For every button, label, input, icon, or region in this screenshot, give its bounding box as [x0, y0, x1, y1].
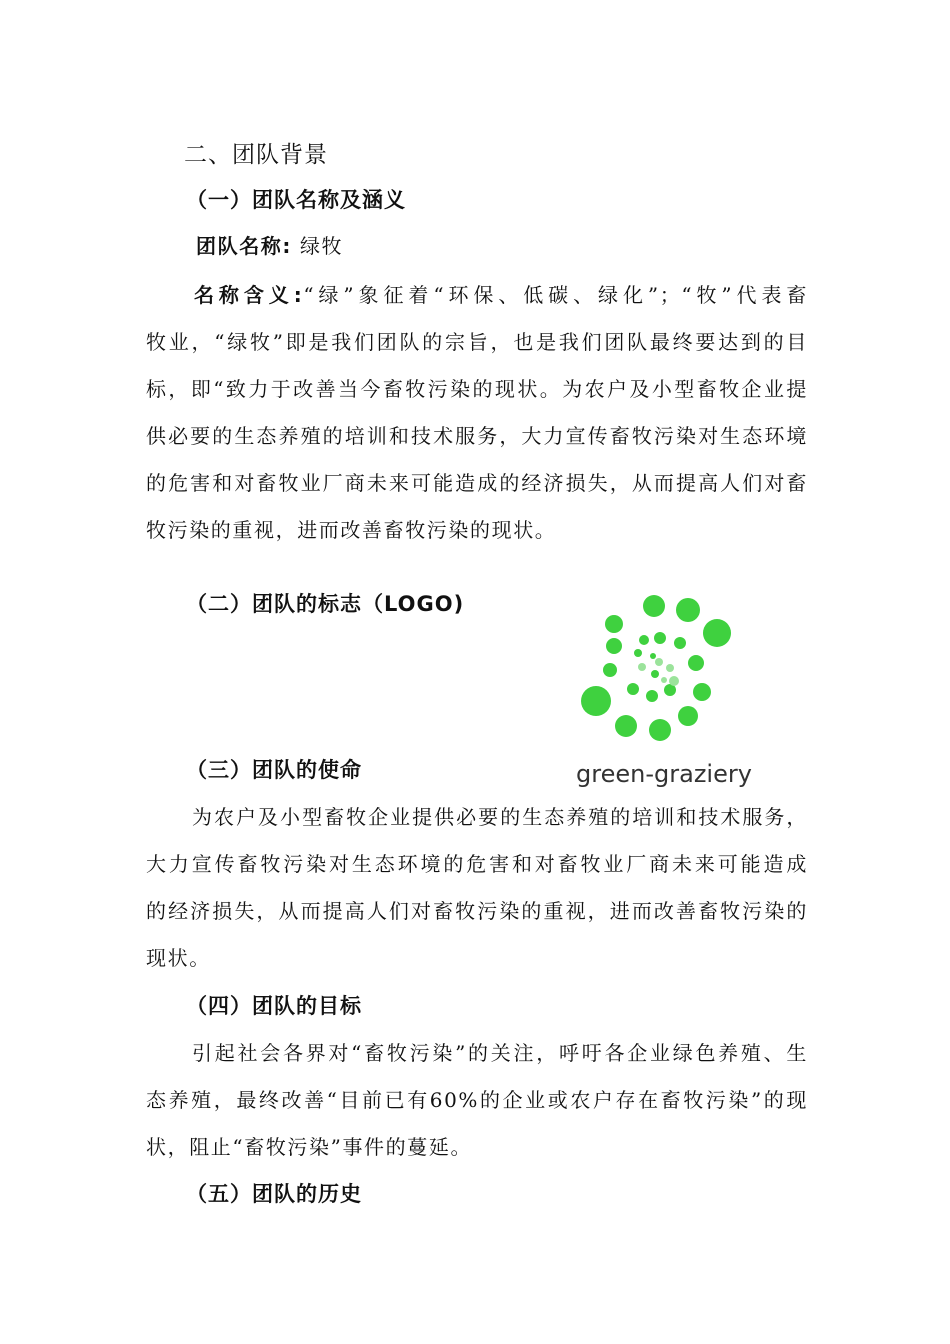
goal-line: 态养殖，最终改善“目前已有60%的企业或农户存在畜牧污染”的现 — [146, 1088, 808, 1112]
mission-paragraph — [146, 794, 808, 982]
mission-line: 为农户及小型畜牧企业提供必要的生态养殖的培训和技术服务， — [192, 805, 808, 829]
logo-dot — [676, 598, 700, 622]
mission-line: 的经济损失，从而提高人们对畜牧污染的重视，进而改善畜牧污染的 — [146, 899, 808, 923]
meaning-label: 名称含义: — [194, 283, 304, 307]
team-name-value: 绿牧 — [292, 234, 344, 258]
logo-dot — [654, 632, 666, 644]
logo-dot — [655, 658, 663, 666]
name-meaning-paragraph — [146, 272, 808, 554]
goal-line: 状，阻止“畜牧污染”事件的蔓延。 — [146, 1135, 473, 1159]
logo-dot — [651, 670, 659, 678]
logo-dot — [603, 663, 617, 677]
main-heading: 二、团队背景 — [184, 142, 328, 168]
mission-line: 现状。 — [146, 946, 211, 970]
logo-wordmark: green-graziery — [576, 760, 752, 788]
logo-dot — [646, 690, 658, 702]
logo-dot — [615, 715, 637, 737]
logo-dot — [638, 663, 646, 671]
logo-dot — [693, 683, 711, 701]
team-name-row — [196, 230, 343, 259]
logo-dot — [650, 653, 656, 659]
meaning-line: 供必要的生态养殖的培训和技术服务，大力宣传畜牧污染对生态环境 — [146, 424, 808, 448]
logo-dot — [606, 638, 622, 654]
meaning-line-text: “绿”象征着“环保、低碳、绿化”；“牧”代表畜 — [303, 283, 808, 307]
meaning-line — [146, 272, 808, 319]
logo-dot — [605, 615, 623, 633]
logo-dot — [666, 664, 674, 672]
logo-dot — [688, 655, 704, 671]
section-5-title: （五）团队的历史 — [186, 1182, 362, 1206]
goal-paragraph — [146, 1030, 808, 1171]
logo-dot — [627, 683, 639, 695]
meaning-line: 牧业，“绿牧”即是我们团队的宗旨，也是我们团队最终要达到的目 — [146, 330, 808, 354]
logo-dot — [634, 649, 642, 657]
section-1-title: （一）团队名称及涵义 — [186, 188, 406, 212]
logo-dot — [639, 635, 649, 645]
logo-dot — [643, 595, 665, 617]
section-2-title: （二）团队的标志（LOGO) — [186, 592, 465, 616]
goal-line: 引起社会各界对“畜牧污染”的关注，呼吁各企业绿色养殖、生 — [192, 1041, 808, 1065]
team-logo — [566, 588, 762, 798]
logo-dots-graphic — [566, 588, 762, 760]
logo-dot — [669, 676, 679, 686]
section-4-title: （四）团队的目标 — [186, 994, 362, 1018]
logo-dot — [703, 619, 731, 647]
logo-dot — [661, 677, 667, 683]
team-name-label: 团队名称: — [196, 234, 292, 258]
meaning-line: 牧污染的重视，进而改善畜牧污染的现状。 — [146, 518, 557, 542]
logo-dot — [581, 686, 611, 716]
mission-line: 大力宣传畜牧污染对生态环境的危害和对畜牧业厂商未来可能造成 — [146, 852, 808, 876]
logo-dot — [649, 719, 671, 741]
meaning-line: 标，即“致力于改善当今畜牧污染的现状。为农户及小型畜牧企业提 — [146, 377, 808, 401]
section-3-title: （三）团队的使命 — [186, 758, 362, 782]
meaning-line: 的危害和对畜牧业厂商未来可能造成的经济损失，从而提高人们对畜 — [146, 471, 808, 495]
logo-dot — [678, 706, 698, 726]
logo-dot — [674, 637, 686, 649]
